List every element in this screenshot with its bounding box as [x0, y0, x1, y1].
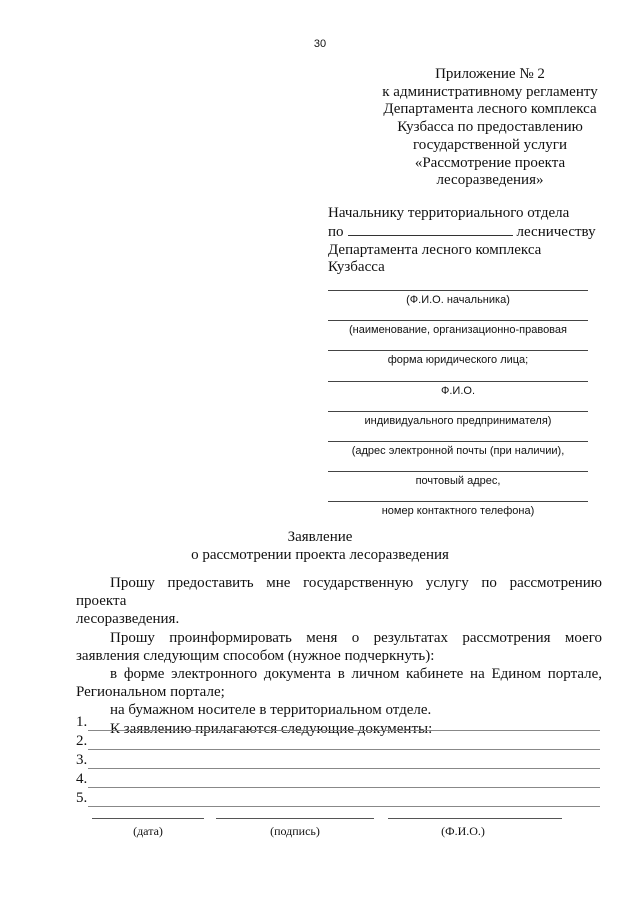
sender-field-phone[interactable]: номер контактного телефона)	[328, 501, 588, 531]
sender-field-entrepreneur[interactable]: индивидуального предпринимателя)	[328, 411, 588, 441]
signature-line[interactable]	[216, 818, 374, 819]
appendix-line: «Рассмотрение проекта	[414, 154, 566, 171]
attachment-row	[76, 769, 600, 788]
attachment-input-line[interactable]	[88, 773, 600, 788]
addressee-line: Начальнику территориального отдела	[328, 205, 570, 221]
attachment-input-line[interactable]	[88, 754, 600, 769]
option-electronic[interactable]: в форме электронного документа в личном кабинете на Едином портале,	[110, 666, 602, 683]
attachment-row	[76, 750, 600, 769]
option-paper[interactable]: на бумажном носителе в территориальном отделе.	[110, 702, 432, 719]
sender-field-email[interactable]: (адрес электронной почты (при наличии),	[328, 441, 588, 471]
appendix-line: лесоразведения»	[436, 172, 544, 189]
attachment-number: 2.	[76, 733, 88, 749]
attachment-input-line[interactable]	[88, 716, 600, 731]
title-line: Заявление	[287, 529, 353, 545]
attachment-input-line[interactable]	[88, 792, 600, 807]
appendix-line: государственной услуги	[413, 136, 567, 153]
appendix-line: Кузбасса по предоставлению	[397, 119, 583, 136]
appendix-line: Департамента лесного комплекса	[383, 101, 597, 118]
attachments-list	[76, 712, 600, 807]
attachment-number: 1.	[76, 714, 88, 730]
option-electronic-cont: Региональном портале;	[76, 684, 225, 701]
sender-field-postal[interactable]: почтовый адрес,	[328, 471, 588, 501]
document-title	[0, 528, 640, 564]
name-label: (Ф.И.О.)	[441, 824, 485, 838]
appendix-header	[340, 66, 640, 190]
signature-label: (подпись)	[270, 824, 320, 838]
addressee-forestry-line	[328, 223, 618, 242]
attachment-row	[76, 731, 600, 750]
paragraph-request: Прошу предоставить мне государственную услугу по рассмотрению проекта	[76, 575, 602, 610]
addressee-line: Департамента лесного комплекса	[328, 241, 542, 258]
addressee-prefix: по	[328, 223, 344, 240]
date-line[interactable]	[92, 818, 204, 819]
date-label: (дата)	[133, 824, 163, 838]
attachment-number: 5.	[76, 790, 88, 806]
signature-block	[0, 818, 640, 858]
forestry-name-field[interactable]	[348, 223, 513, 236]
sender-field-fio[interactable]: Ф.И.О.	[328, 381, 588, 411]
paragraph-inform-cont: заявления следующим способом (нужное подчеркнуть):	[76, 647, 435, 664]
paragraph-inform: Прошу проинформировать меня о результатах рассмотрения моего	[110, 629, 602, 646]
sender-field-head-name[interactable]: (Ф.И.О. начальника)	[328, 290, 588, 320]
addressee-line: Кузбасса	[328, 259, 385, 276]
paragraph-request-cont: лесоразведения.	[76, 611, 180, 628]
sender-field-org-name[interactable]: (наименование, организационно-правовая	[328, 320, 588, 350]
paragraph-attachments: К заявлению прилагаются следующие документы:	[110, 720, 433, 737]
attachment-row	[76, 712, 600, 731]
sender-fields	[328, 290, 588, 532]
appendix-line: Приложение № 2	[435, 66, 545, 82]
addressee-suffix: лесничеству	[516, 223, 596, 240]
title-line: о рассмотрении проекта лесоразведения	[191, 547, 449, 563]
attachment-row	[76, 788, 600, 807]
attachment-input-line[interactable]	[88, 735, 600, 750]
page-number: 30	[313, 38, 327, 50]
attachment-number: 3.	[76, 752, 88, 768]
appendix-line: к административному регламенту	[382, 83, 598, 100]
name-line[interactable]	[388, 818, 562, 819]
sender-field-legal-form[interactable]: форма юридического лица;	[328, 350, 588, 380]
addressee-block	[328, 205, 618, 277]
attachment-number: 4.	[76, 771, 88, 787]
